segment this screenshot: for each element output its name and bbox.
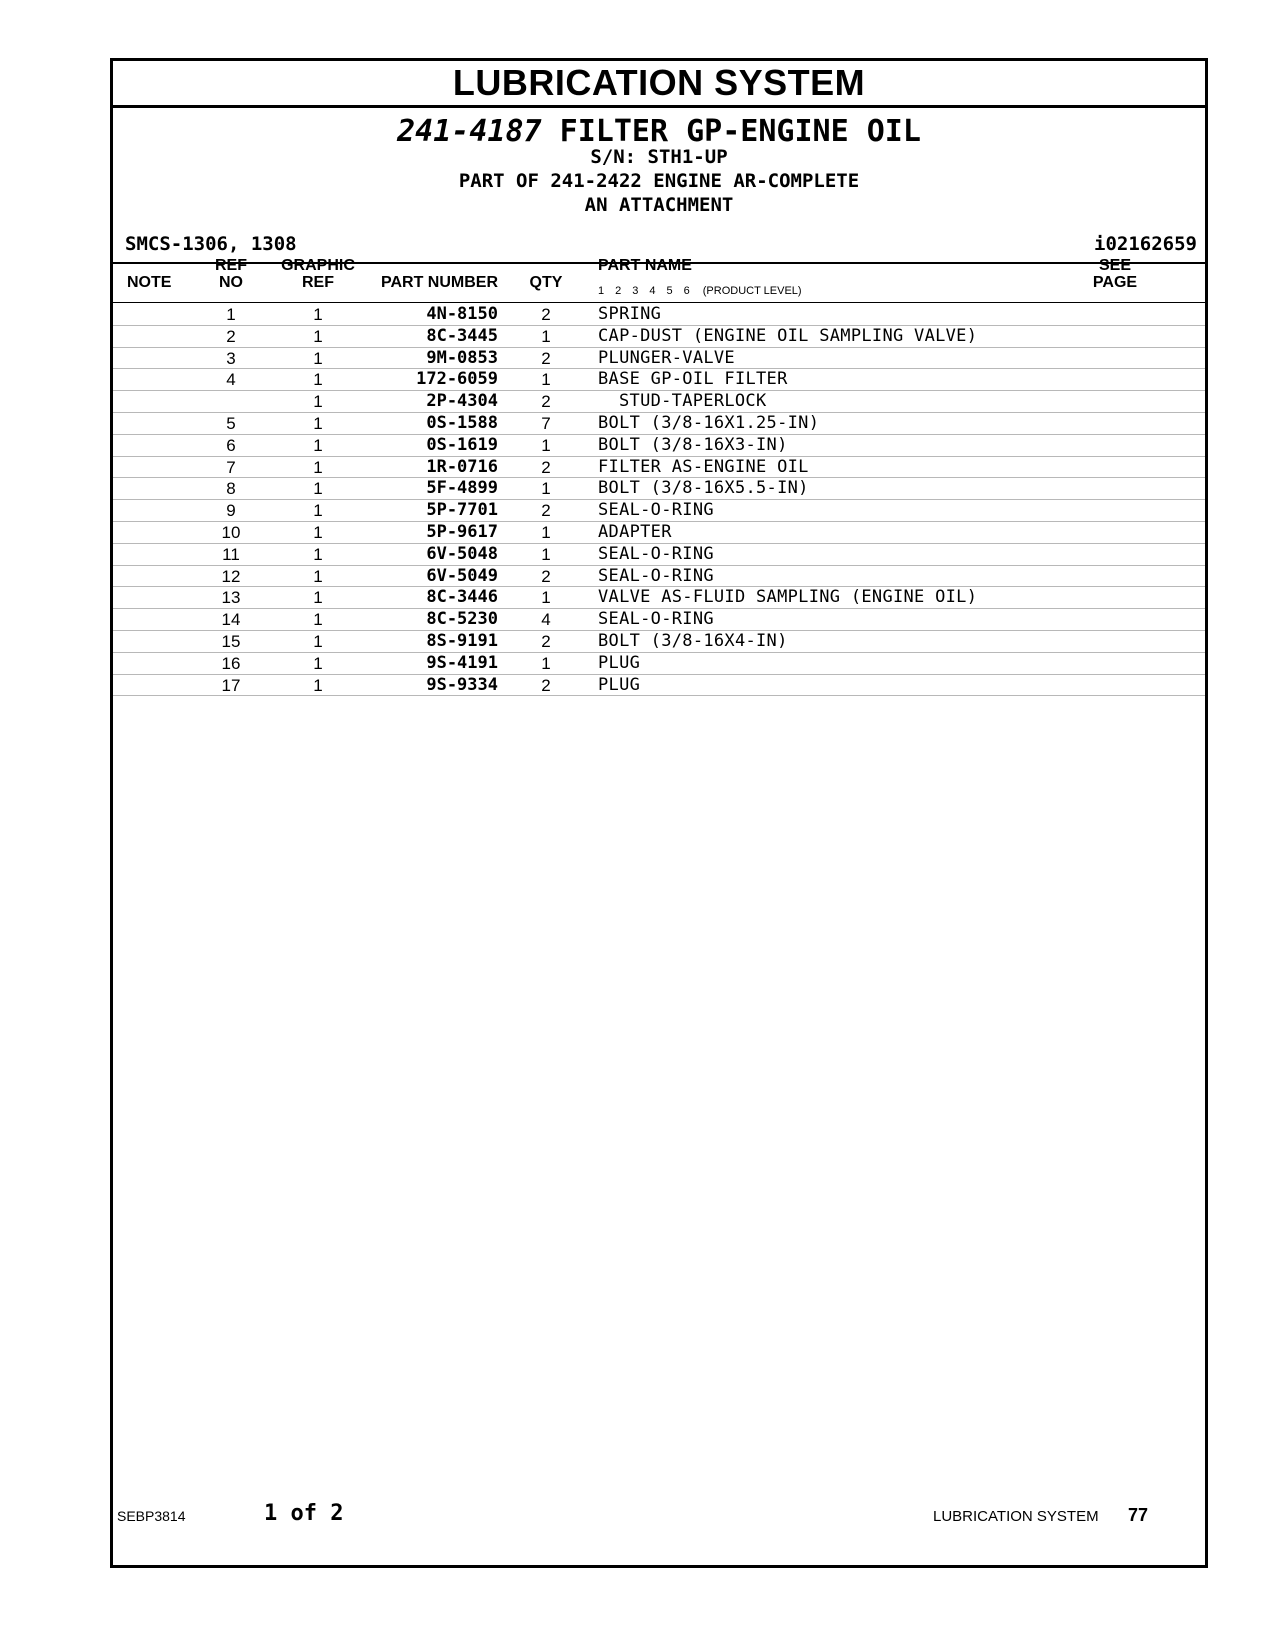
table-row — [113, 413, 1205, 435]
ref-no: 3 — [226, 348, 236, 368]
ref-no: 11 — [222, 544, 240, 564]
graphic-ref: 1 — [313, 370, 323, 390]
col-part-number: PART NUMBER — [380, 274, 498, 291]
column-header-divider — [113, 302, 1205, 303]
product-level-1: 1 — [598, 285, 605, 297]
footer-section: LUBRICATION SYSTEM — [933, 1508, 1099, 1525]
col-qty: QTY — [529, 274, 563, 291]
ref-no: 10 — [221, 522, 241, 542]
ref-no: 14 — [221, 610, 241, 630]
ref-no: 15 — [221, 631, 241, 651]
part-name: PLUNGER-VALVE — [598, 347, 735, 368]
part-number: 1R-0716 — [426, 456, 498, 477]
part-name: SEAL-O-RING — [598, 565, 714, 586]
table-row — [113, 609, 1205, 631]
table-row — [113, 435, 1205, 457]
part-number: 8C-3446 — [426, 587, 498, 608]
col-ref-line2: NO — [219, 274, 243, 291]
quantity: 7 — [541, 413, 551, 433]
quantity: 1 — [541, 544, 551, 564]
product-level-6: 6 — [683, 285, 690, 297]
section-title: LUBRICATION SYSTEM — [113, 61, 1205, 108]
graphic-ref: 1 — [313, 544, 323, 564]
graphic-ref: 1 — [313, 522, 323, 542]
footer-page-number: 77 — [1128, 1505, 1149, 1525]
part-number: 5P-9617 — [426, 521, 498, 542]
part-number: 8S-9191 — [426, 630, 498, 651]
quantity: 1 — [541, 479, 551, 499]
part-number: 172-6059 — [416, 369, 498, 390]
ref-no: 9 — [226, 501, 236, 521]
quantity: 2 — [541, 392, 551, 412]
part-name: SEAL-O-RING — [598, 543, 714, 564]
part-name: BOLT (3/8-16X1.25-IN) — [598, 412, 820, 433]
table-row — [113, 478, 1205, 500]
part-number: 9S-4191 — [426, 652, 498, 673]
quantity: 1 — [541, 588, 551, 608]
part-name: PLUG — [598, 652, 641, 673]
footer-doc-id: SEBP3814 — [117, 1508, 186, 1524]
part-name: BOLT (3/8-16X3-IN) — [598, 434, 788, 455]
part-name: PLUG — [598, 674, 641, 695]
col-ref — [213, 257, 249, 291]
table-row — [113, 304, 1205, 326]
product-level-3: 3 — [632, 285, 639, 297]
graphic-ref: 1 — [313, 457, 323, 477]
quantity: 1 — [541, 326, 551, 346]
parts-page-frame — [110, 58, 1208, 1568]
ref-no: 8 — [226, 479, 236, 499]
product-level-label: (PRODUCT LEVEL) — [702, 285, 802, 297]
table-row — [113, 631, 1205, 653]
part-of-line: PART OF 241-2422 ENGINE AR-COMPLETE — [458, 170, 860, 192]
part-name: ADAPTER — [598, 521, 672, 542]
ref-no: 13 — [221, 588, 241, 608]
graphic-ref: 1 — [313, 305, 323, 324]
parts-list — [113, 304, 1205, 696]
table-row — [113, 326, 1205, 348]
graphic-ref: 1 — [313, 348, 323, 368]
part-number: 9M-0853 — [426, 347, 498, 368]
col-note: NOTE — [127, 274, 172, 291]
col-see-page — [1088, 257, 1142, 291]
table-row — [113, 369, 1205, 391]
ref-no: 12 — [221, 566, 241, 586]
graphic-ref: 1 — [313, 631, 323, 651]
ref-no: 16 — [221, 653, 241, 673]
product-levels — [598, 285, 813, 297]
part-number: 8C-3445 — [426, 325, 498, 346]
part-name: CAP-DUST (ENGINE OIL SAMPLING VALVE) — [598, 325, 978, 346]
table-row — [113, 391, 1205, 413]
part-name: BASE GP-OIL FILTER — [598, 369, 788, 390]
col-graphic — [275, 257, 361, 291]
graphic-ref: 1 — [313, 566, 323, 586]
graphic-ref: 1 — [313, 413, 323, 433]
graphic-ref: 1 — [313, 610, 323, 630]
part-number: 5P-7701 — [426, 500, 498, 521]
table-row — [113, 566, 1205, 588]
part-number: 5F-4899 — [426, 478, 498, 499]
part-number: 0S-1619 — [426, 434, 498, 455]
footer-page-of: 1 of 2 — [264, 1501, 344, 1526]
serial-number: S/N: STH1-UP — [590, 146, 728, 168]
col-see-line2: PAGE — [1092, 274, 1138, 291]
graphic-ref: 1 — [313, 392, 323, 412]
group-title — [113, 115, 1205, 149]
part-name: FILTER AS-ENGINE OIL — [598, 456, 809, 477]
illustration-id: i02162659 — [1094, 233, 1197, 255]
part-number: 9S-9334 — [426, 674, 498, 695]
part-name: BOLT (3/8-16X4-IN) — [598, 630, 788, 651]
graphic-ref: 1 — [313, 653, 323, 673]
graphic-ref: 1 — [313, 479, 323, 499]
ref-no: 17 — [221, 675, 241, 695]
part-name: BOLT (3/8-16X5.5-IN) — [598, 478, 809, 499]
table-row — [113, 457, 1205, 479]
quantity: 2 — [541, 348, 551, 368]
quantity: 2 — [541, 457, 551, 477]
graphic-ref: 1 — [313, 326, 323, 346]
quantity: 1 — [541, 522, 551, 542]
table-row — [113, 544, 1205, 566]
col-graphic-line1: GRAPHIC — [281, 257, 355, 274]
ref-no: 1 — [226, 305, 236, 324]
part-name: SPRING — [598, 304, 662, 324]
quantity: 2 — [541, 501, 551, 521]
col-part-name: PART NAME — [598, 257, 692, 274]
quantity: 1 — [541, 370, 551, 390]
col-ref-line1: REF — [215, 257, 247, 274]
part-number: 2P-4304 — [426, 391, 498, 412]
smcs-code: SMCS-1306, 1308 — [125, 233, 297, 255]
ref-no: 5 — [226, 413, 236, 433]
product-level-4: 4 — [649, 285, 656, 297]
table-row — [113, 587, 1205, 609]
ref-no: 2 — [226, 326, 236, 346]
quantity: 4 — [541, 610, 551, 630]
table-row — [113, 500, 1205, 522]
table-row — [113, 675, 1205, 697]
table-row — [113, 653, 1205, 675]
part-number: 0S-1588 — [426, 412, 498, 433]
graphic-ref: 1 — [313, 435, 323, 455]
part-number: 8C-5230 — [426, 609, 498, 630]
table-row — [113, 522, 1205, 544]
group-name: FILTER GP-ENGINE OIL — [559, 114, 921, 149]
ref-no: 4 — [226, 370, 236, 390]
group-number: 241-4187 — [397, 114, 542, 149]
part-number: 6V-5048 — [426, 543, 498, 564]
attachment-line: AN ATTACHMENT — [584, 194, 734, 216]
part-number: 6V-5049 — [426, 565, 498, 586]
col-graphic-line2: REF — [302, 274, 334, 291]
part-name: VALVE AS-FLUID SAMPLING (ENGINE OIL) — [598, 587, 978, 608]
part-number: 4N-8150 — [426, 304, 498, 324]
ref-no: 6 — [226, 435, 236, 455]
part-name: STUD-TAPERLOCK — [619, 391, 767, 412]
graphic-ref: 1 — [313, 501, 323, 521]
quantity: 2 — [541, 566, 551, 586]
col-see-line1: SEE — [1098, 257, 1131, 274]
quantity: 2 — [541, 305, 551, 324]
quantity: 2 — [541, 675, 551, 695]
product-level-2: 2 — [615, 285, 622, 297]
quantity: 1 — [541, 653, 551, 673]
quantity: 2 — [541, 631, 551, 651]
table-row — [113, 348, 1205, 370]
product-level-5: 5 — [666, 285, 673, 297]
graphic-ref: 1 — [313, 588, 323, 608]
part-name: SEAL-O-RING — [598, 609, 714, 630]
graphic-ref: 1 — [313, 675, 323, 695]
ref-no: 7 — [226, 457, 236, 477]
part-name: SEAL-O-RING — [598, 500, 714, 521]
quantity: 1 — [541, 435, 551, 455]
